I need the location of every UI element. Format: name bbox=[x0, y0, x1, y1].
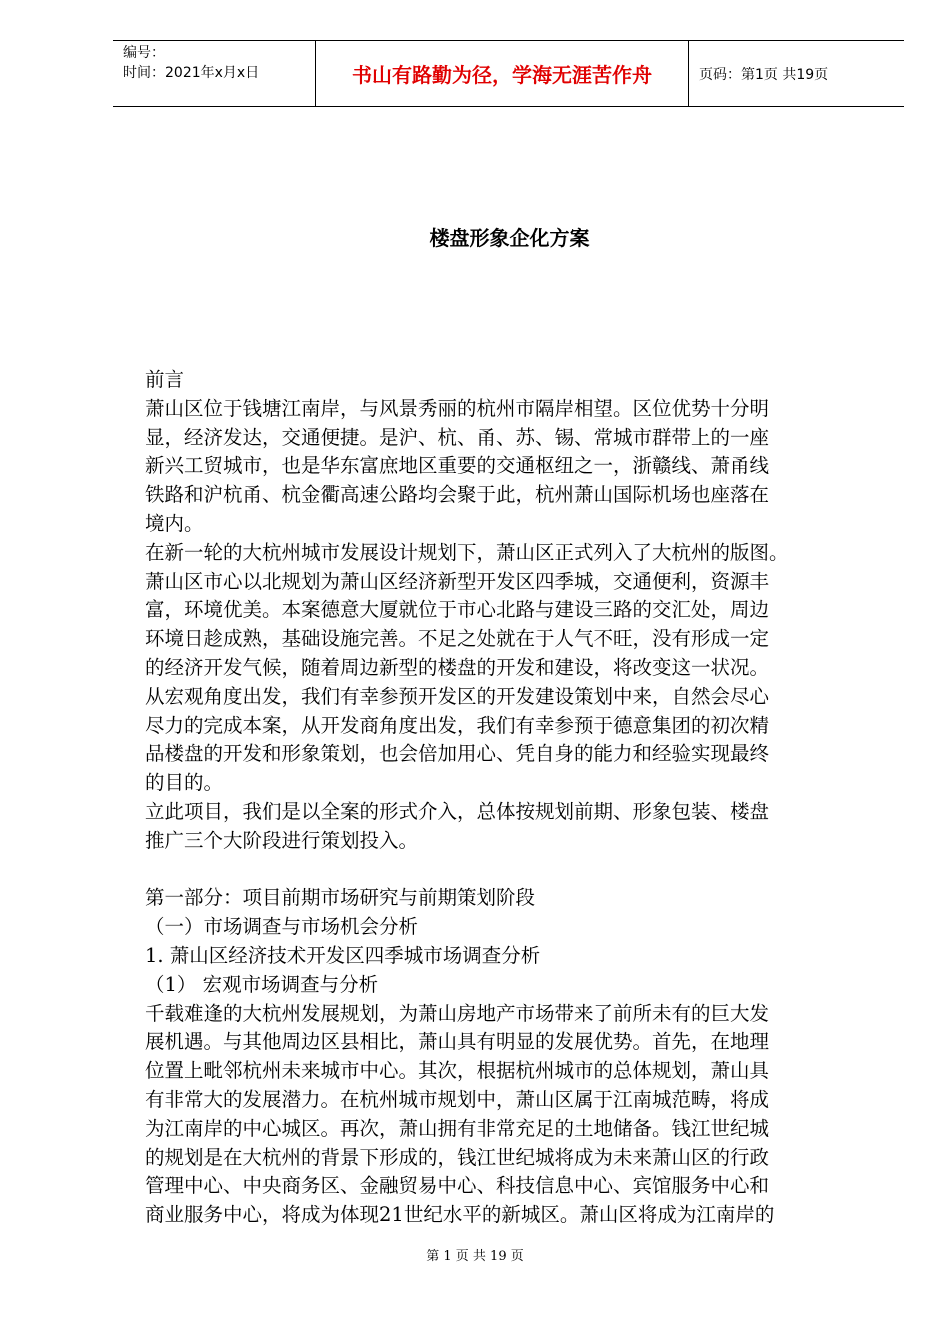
paragraph-line: 品楼盘的开发和形象策划，也会倍加用心、凭自身的能力和经验实现最终 bbox=[145, 742, 770, 766]
paragraph-line: 千载难逢的大杭州发展规划，为萧山房地产市场带来了前所未有的巨大发 bbox=[145, 1001, 770, 1025]
subsection-heading: （一）市场调查与市场机会分析 bbox=[145, 915, 419, 939]
paragraph-line: 管理中心、中央商务区、金融贸易中心、科技信息中心、宾馆服务中心和 bbox=[145, 1174, 770, 1198]
paragraph-line: 富，环境优美。本案德意大厦就位于市心北路与建设三路的交汇处，周边 bbox=[145, 598, 770, 622]
header-motto: 书山有路勤为径，学海无涯苦作舟 bbox=[316, 41, 689, 106]
paragraph-line: 尽力的完成本案，从开发商角度出发，我们有幸参预于德意集团的初次精 bbox=[145, 713, 770, 737]
paragraph-line: 萧山区市心以北规划为萧山区经济新型开发区四季城，交通便利，资源丰 bbox=[145, 569, 770, 593]
paragraph-line: 环境日趁成熟，基础设施完善。不足之处就在于人气不旺，没有形成一定 bbox=[145, 627, 770, 651]
subsection-heading: （1） 宏观市场调查与分析 bbox=[145, 972, 379, 996]
paragraph-line: 立此项目，我们是以全案的形式介入，总体按规划前期、形象包装、楼盘 bbox=[145, 799, 770, 823]
paragraph-line: 铁路和沪杭甬、杭金衢高速公路均会聚于此，杭州萧山国际机场也座落在 bbox=[145, 483, 770, 507]
page-header bbox=[113, 40, 904, 107]
paragraph-line: 展机遇。与其他周边区县相比，萧山具有明显的发展优势。首先，在地理 bbox=[145, 1030, 770, 1054]
paragraph-line: 在新一轮的大杭州城市发展设计规划下，萧山区正式列入了大杭州的版图。 bbox=[145, 540, 789, 564]
paragraph-line: 有非常大的发展潜力。在杭州城市规划中，萧山区属于江南城范畴，将成 bbox=[145, 1087, 770, 1111]
paragraph-line: 从宏观角度出发，我们有幸参预开发区的开发建设策划中来，自然会尽心 bbox=[145, 684, 770, 708]
preface-heading: 前言 bbox=[145, 368, 185, 391]
paragraph-line: 显，经济发达，交通便捷。是沪、杭、甬、苏、锡、常城市群带上的一座 bbox=[145, 425, 770, 449]
paragraph-line: 的经济开发气候，随着周边新型的楼盘的开发和建设，将改变这一状况。 bbox=[145, 655, 770, 679]
time-label: 时间：2021年x月x日 bbox=[123, 65, 260, 81]
paragraph-line: 位置上毗邻杭州未来城市中心。其次，根据杭州城市的总体规划，萧山具 bbox=[145, 1059, 770, 1083]
section-heading: 第一部分：项目前期市场研究与前期策划阶段 bbox=[145, 886, 536, 910]
document-body bbox=[145, 366, 880, 1230]
paragraph-spacer bbox=[145, 856, 880, 885]
header-meta-cell bbox=[113, 41, 316, 106]
paragraph-line: 萧山区位于钱塘江南岸，与风景秀丽的杭州市隔岸相望。区位优势十分明 bbox=[145, 396, 770, 420]
subsection-heading: 1. 萧山区经济技术开发区四季城市场调查分析 bbox=[145, 943, 541, 967]
paragraph-line: 推广三个大阶段进行策划投入。 bbox=[145, 828, 419, 852]
document-title: 楼盘形象企化方案 bbox=[429, 226, 590, 250]
page-footer: 第 1 页 共 19 页 bbox=[426, 1249, 524, 1264]
paragraph-line: 的规划是在大杭州的背景下形成的，钱江世纪城将成为未来萧山区的行政 bbox=[145, 1145, 770, 1169]
paragraph-line: 的目的。 bbox=[145, 771, 224, 795]
paragraph-line: 商业服务中心，将成为体现21世纪水平的新城区。萧山区将成为江南岸的 bbox=[145, 1203, 775, 1227]
paragraph-line: 境内。 bbox=[145, 511, 204, 535]
paragraph-line: 为江南岸的中心城区。再次，萧山拥有非常充足的土地储备。钱江世纪城 bbox=[145, 1116, 770, 1140]
header-page-info: 页码：第1页 共19页 bbox=[699, 66, 829, 83]
paragraph-line: 新兴工贸城市，也是华东富庶地区重要的交通枢纽之一，浙赣线、萧甬线 bbox=[145, 454, 770, 478]
number-label: 编号： bbox=[123, 45, 165, 61]
